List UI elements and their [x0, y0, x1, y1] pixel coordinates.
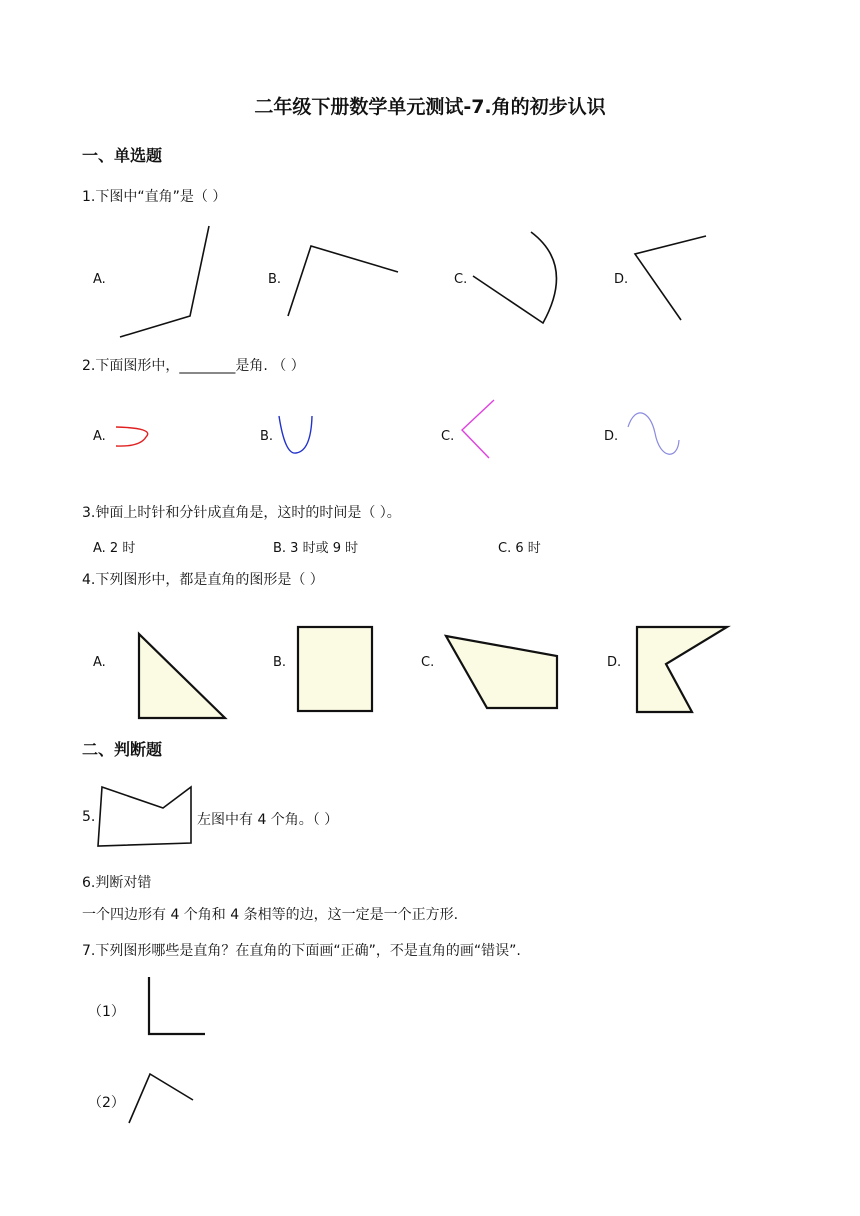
q7-angle-2-acute	[129, 1074, 193, 1123]
section-heading-true-false: 二、判断题	[82, 740, 163, 759]
question-4-text: 4.下列图形中，都是直角的图形是（ ）	[82, 572, 324, 588]
q4-option-a-label[interactable]: A.	[93, 655, 106, 670]
q1-option-a-label[interactable]: A.	[93, 272, 106, 287]
q3-option-b[interactable]: B. 3 时或 9 时	[273, 541, 359, 556]
page-title: 二年级下册数学单元测试-7.角的初步认识	[254, 96, 606, 118]
q2-option-a-label[interactable]: A.	[93, 429, 106, 444]
question-5-number: 5.	[82, 809, 96, 825]
question-2-text: 2.下面图形中，________是角. （ ）	[82, 358, 305, 374]
section-heading-single-choice: 一、单选题	[82, 146, 163, 165]
q1-option-b-label[interactable]: B.	[268, 272, 282, 287]
q3-option-c[interactable]: C. 6 时	[498, 541, 541, 556]
q4-option-d-label[interactable]: D.	[607, 655, 622, 670]
question-5-text: 左图中有 4 个角。（ ）	[197, 812, 339, 828]
question-6-statement: 一个四边形有 4 个角和 4 条相等的边，这一定是一个正方形.	[82, 907, 459, 923]
q7-item-1-label: （1）	[88, 1004, 125, 1020]
q1-option-d-label[interactable]: D.	[614, 272, 629, 287]
question-1-text: 1.下图中“直角”是（ ）	[82, 189, 227, 205]
question-3-text: 3.钟面上时针和分针成直角是，这时的时间是（ ）。	[82, 505, 401, 521]
q4-option-b-label[interactable]: B.	[273, 655, 287, 670]
q7-angle-1-right	[149, 977, 205, 1034]
question-6-text: 6.判断对错	[82, 875, 152, 891]
q2-option-d-label[interactable]: D.	[604, 429, 619, 444]
q3-option-a[interactable]: A. 2 时	[93, 541, 136, 556]
q2-option-c-label[interactable]: C.	[441, 429, 455, 444]
q1-option-c-label[interactable]: C.	[454, 272, 468, 287]
question-7-text: 7.下列图形哪些是直角？在直角的下面画“正确”，不是直角的画“错误”.	[82, 943, 521, 959]
q7-item-2-label: （2）	[88, 1095, 125, 1111]
q2-option-b-label[interactable]: B.	[260, 429, 274, 444]
q4-option-c-label[interactable]: C.	[421, 655, 435, 670]
